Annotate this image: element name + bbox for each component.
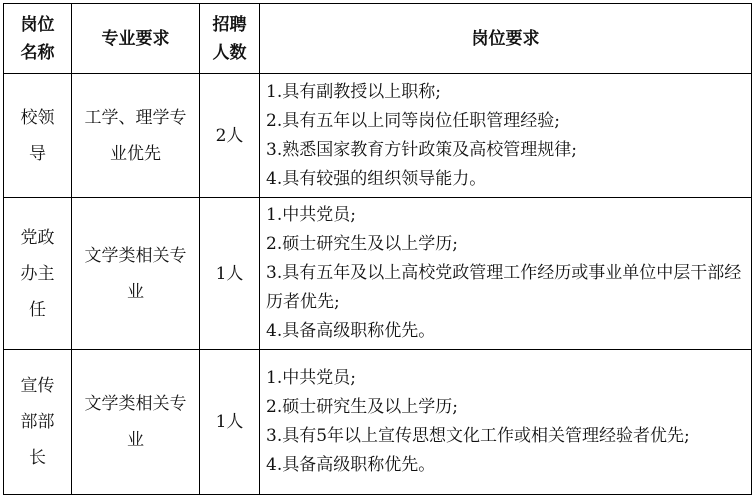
major-cell: 工学、理学专业优先: [72, 74, 200, 198]
requirement-item: 1.具有副教授以上职称;: [266, 81, 441, 102]
requirements-cell: [260, 74, 752, 198]
count-cell: 1人: [200, 350, 260, 495]
requirements-cell: [260, 350, 752, 495]
requirement-item: 2.硕士研究生及以上学历;: [266, 234, 458, 254]
header-headcount: 招聘人数: [200, 4, 260, 74]
requirements-cell: [260, 198, 752, 350]
requirement-item: 2.具有五年以上同等岗位任职管理经验;: [266, 110, 560, 131]
major-cell: 文学类相关专业: [72, 198, 200, 350]
header-major-requirement: 专业要求: [72, 4, 200, 74]
table-row: [4, 198, 752, 350]
requirement-item: 4.具备高级职称优先。: [266, 321, 436, 341]
position-cell: 校领导: [4, 74, 72, 198]
recruitment-table: [3, 3, 752, 495]
requirement-item: 3.具有五年及以上高校党政管理工作经历或事业单位中层干部经历者优先;: [266, 263, 742, 312]
header-row: [4, 4, 752, 74]
header-position-requirement: 岗位要求: [260, 4, 752, 74]
requirement-item: 1.中共党员;: [266, 368, 356, 388]
table-row: [4, 74, 752, 198]
requirement-item: 2.硕士研究生及以上学历;: [266, 397, 458, 417]
count-cell: 2人: [200, 74, 260, 198]
position-cell: 宣传部部长: [4, 350, 72, 495]
position-cell: 党政办主任: [4, 198, 72, 350]
requirement-item: 1.中共党员;: [266, 205, 356, 225]
requirement-item: 3.熟悉国家教育方针政策及高校管理规律;: [266, 139, 577, 160]
requirement-item: 4.具备高级职称优先。: [266, 455, 436, 475]
count-cell: 1人: [200, 198, 260, 350]
requirement-item: 3.具有5年以上宣传思想文化工作或相关管理经验者优先;: [266, 426, 690, 446]
requirement-item: 4.具有较强的组织领导能力。: [266, 168, 487, 189]
table-row: [4, 350, 752, 495]
major-cell: 文学类相关专业: [72, 350, 200, 495]
header-position-name: 岗位名称: [4, 4, 72, 74]
